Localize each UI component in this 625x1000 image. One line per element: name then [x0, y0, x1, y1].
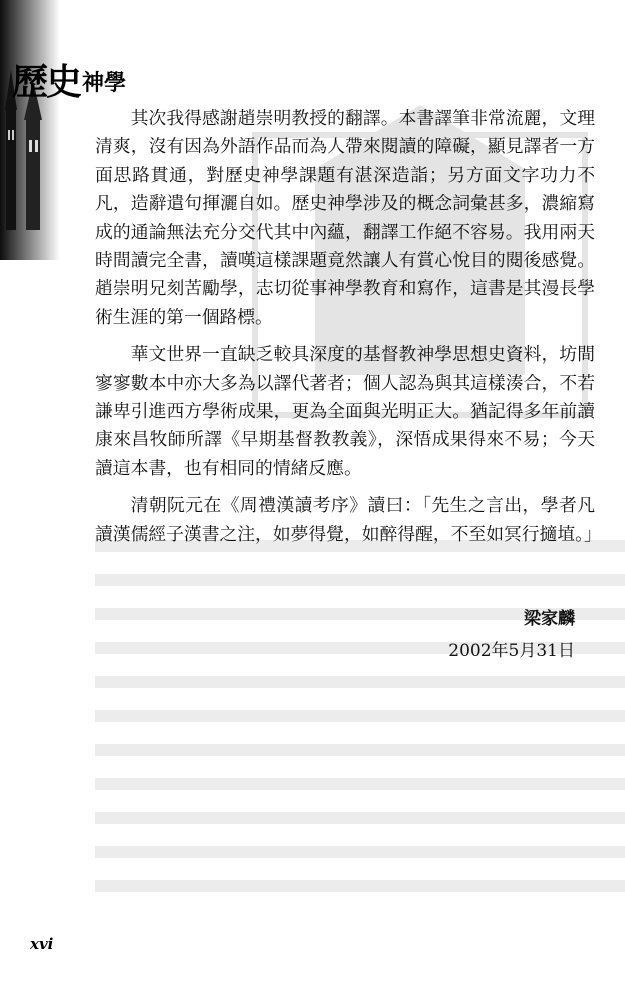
paragraph-3: 清朝阮元在《周禮漢讀考序》讀曰：「先生之言出，學者凡讀漢儒經子漢書之注，如夢得覺，如醉得醒，不至如冥行擿埴。」 — [95, 495, 602, 545]
paragraph-1: 其次我得感謝趙崇明教授的翻譯。本書譯筆非常流麗，文理清爽，沒有因為外語作品而為人帶來閱讀的障礙，顯見譯者一方面思路貫通，對歷史神學課題有湛深造詣；另方面文字功力不凡，造辭遣句揮灑自如。歷史神學涉及的概念詞彙甚多，濃縮寫成的通論無法充分交代其中內蘊，翻譯工作絕不容易。我用兩天時間讀完全書，讀嘆這樣課題竟然讓人有賞心悅目的閱後感覺。趙崇明兄刻苦勵學，志切從事神學教育和寫作，這書是其漫長學術生涯的第一個路標。 — [95, 108, 595, 328]
bleed-through-text — [95, 540, 625, 920]
running-title-sub: 神學 — [82, 70, 127, 96]
body-text — [95, 105, 602, 558]
running-title — [12, 40, 127, 103]
signature-date: 2002年5月31日 — [448, 641, 575, 661]
author-signature: 梁家麟 — [524, 609, 575, 629]
running-title-main: 歷史 — [12, 61, 81, 103]
church-silhouette-decoration — [0, 0, 60, 260]
paragraph-2: 華文世界一直缺乏較具深度的基督教神學思想史資料，坊間寥寥數本中亦大多為以譯代著者；個人認為與其這樣湊合，不若謙卑引進西方學術成果，更為全面與光明正大。猶記得多年前讀康來昌牧師所譯《早期基督教教義》，深悟成果得來不易；今天讀這本書，也有相同的情緒反應。 — [95, 344, 595, 479]
page-number: xvi — [30, 935, 54, 953]
